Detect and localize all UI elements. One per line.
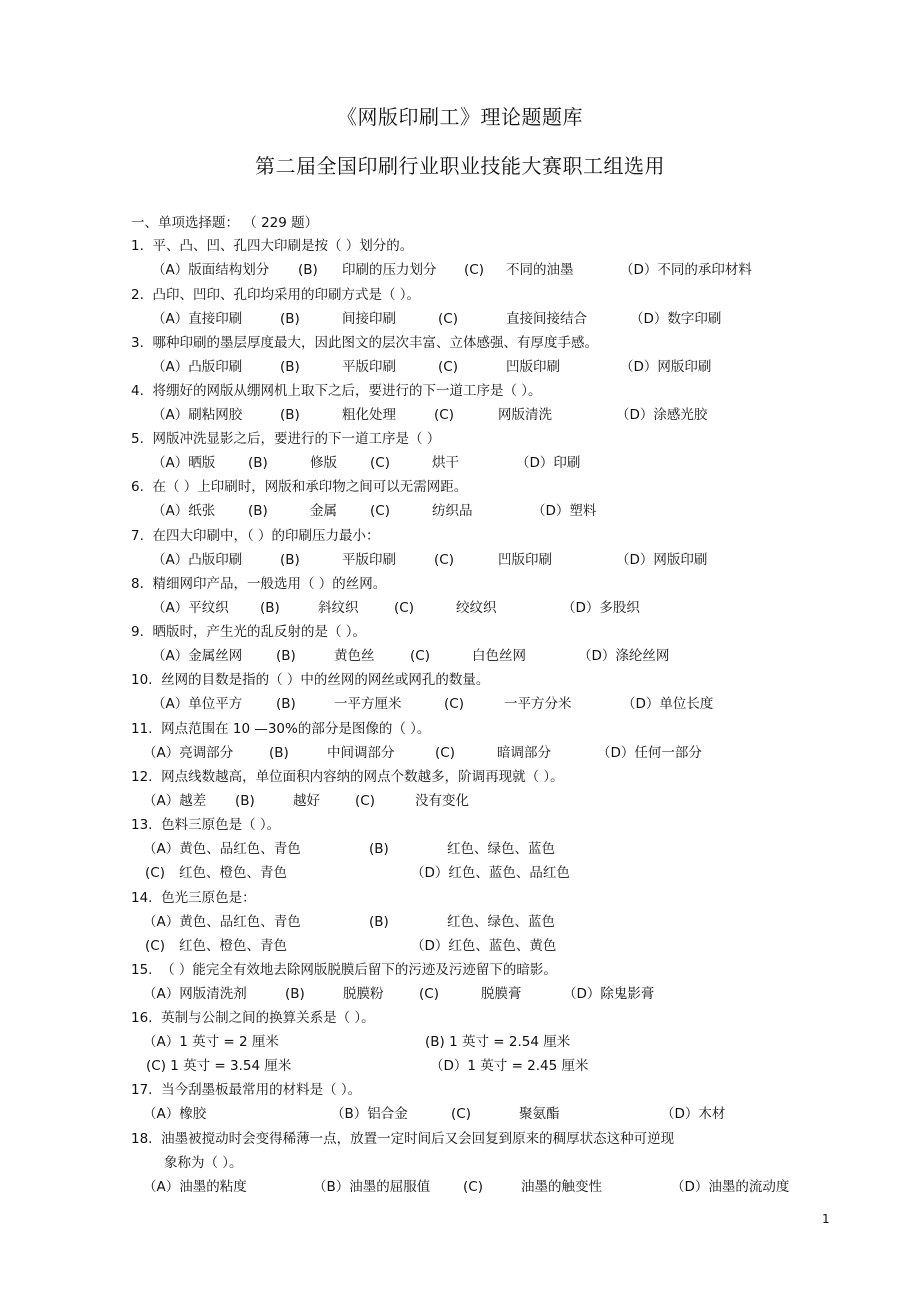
question-11: 11. 网点范围在 10 —30%的部分是图像的（ ）。 [131,721,431,737]
question-13: 13. 色料三原色是（ ）。 [131,817,281,833]
question-12: 12. 网点线数越高，单位面积内容纳的网点个数越多，阶调再现就（ ）。 [131,769,564,785]
document-subtitle: 第二届全国印刷行业职业技能大赛职工组选用 [255,154,665,178]
question-5: 5. 网版冲洗显影之后，要进行的下一道工序是（ ） [131,431,441,447]
question-6: 6. 在（ ）上印刷时，网版和承印物之间可以无需网距。 [131,479,468,495]
page-number: 1 [822,1212,830,1226]
section-heading [131,211,318,231]
section-label: 一、单项选择题： [131,215,239,231]
question-18-continued: 象称为（ ）。 [164,1155,243,1171]
question-8: 8. 精细网印产品，一般选用（ ）的丝网。 [131,576,387,592]
question-7: 7. 在四大印刷中，（ ）的印刷压力最小： [131,528,380,544]
question-18: 18. 油墨被搅动时会变得稀薄一点，放置一定时间后又会回复到原来的稠厚状态这种可逆现 [131,1131,675,1147]
question-16: 16. 英制与公制之间的换算关系是（ ）。 [131,1010,375,1026]
document-title: 《网版印刷工》理论题题库 [337,105,583,129]
question-17: 17. 当今刮墨板最常用的材料是（ ）。 [131,1082,362,1098]
question-4: 4. 将绷好的网版从绷网机上取下之后，要进行的下一道工序是（ ）。 [131,383,542,399]
question-15: 15. （ ）能完全有效地去除网版脱膜后留下的污迹及污迹留下的暗影。 [131,962,557,978]
question-2: 2. 凸印、凹印、孔印均采用的印刷方式是（ ）。 [131,287,421,303]
section-count: （ 229 题） [243,215,319,231]
question-3: 3. 哪种印刷的墨层厚度最大，因此图文的层次丰富、立体感强、有厚度手感。 [131,335,598,351]
question-10: 10. 丝网的目数是指的（ ）中的丝网的网丝或网孔的数量。 [131,672,490,688]
question-14: 14. 色光三原色是： [131,890,256,906]
question-9: 9. 晒版时，产生光的乱反射的是（ ）。 [131,624,367,640]
question-1: 1. 平、凸、凹、孔四大印刷是按（ ）划分的。 [131,238,414,254]
